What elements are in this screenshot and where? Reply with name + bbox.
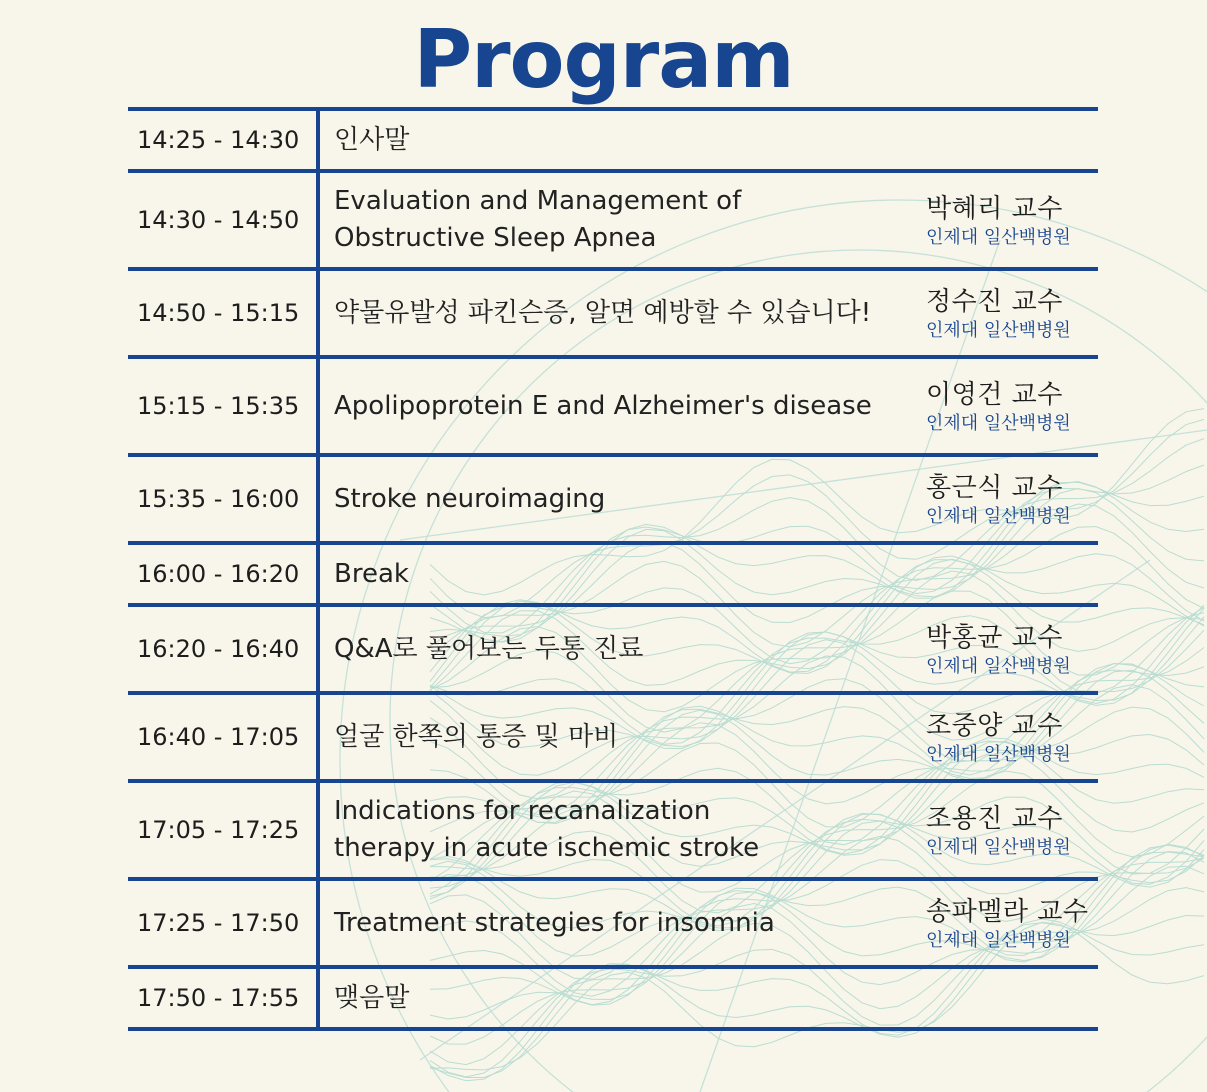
schedule-row <box>128 359 1098 457</box>
session-topic: Apolipoprotein E and Alzheimer's disease <box>334 390 872 421</box>
session-topic: Stroke neuroimaging <box>334 483 606 514</box>
session-time: 16:20 - 16:40 <box>137 635 300 663</box>
program-schedule <box>128 107 1098 1031</box>
speaker-name: 조중양 교수 <box>926 711 1063 741</box>
speaker-block <box>926 707 1098 767</box>
schedule-row <box>128 271 1098 359</box>
schedule-row <box>128 173 1098 271</box>
session-time: 15:15 - 15:35 <box>137 392 300 420</box>
speaker-block <box>926 283 1098 343</box>
speaker-affiliation: 인제대 일산백병원 <box>926 227 1071 248</box>
schedule-row <box>128 545 1098 607</box>
speaker-affiliation: 인제대 일산백병원 <box>926 930 1071 951</box>
session-topic: Treatment strategies for insomnia <box>334 907 775 938</box>
schedule-row <box>128 783 1098 881</box>
speaker-name: 박혜리 교수 <box>926 194 1063 224</box>
speaker-affiliation: 인제대 일산백병원 <box>926 744 1071 765</box>
session-time: 17:25 - 17:50 <box>137 909 300 937</box>
speaker-affiliation: 인제대 일산백병원 <box>926 837 1071 858</box>
speaker-affiliation: 인제대 일산백병원 <box>926 506 1071 527</box>
session-time: 14:25 - 14:30 <box>137 126 300 154</box>
speaker-name: 홍근식 교수 <box>926 473 1063 503</box>
session-topic: 얼굴 한쪽의 통증 및 마비 <box>334 721 619 752</box>
speaker-block <box>926 190 1098 250</box>
session-time: 16:00 - 16:20 <box>137 560 300 588</box>
schedule-row <box>128 695 1098 783</box>
speaker-block <box>926 469 1098 529</box>
speaker-name: 정수진 교수 <box>926 287 1063 317</box>
session-topic: 인사말 <box>334 124 410 155</box>
session-time: 14:30 - 14:50 <box>137 206 300 234</box>
speaker-block <box>926 376 1098 436</box>
speaker-name: 이영건 교수 <box>926 380 1063 410</box>
speaker-name: 송파멜라 교수 <box>926 897 1089 927</box>
session-time: 15:35 - 16:00 <box>137 485 300 513</box>
schedule-row <box>128 457 1098 545</box>
session-topic: Indications for recanalization therapy in acute ischemic stroke <box>334 796 760 863</box>
speaker-block <box>926 800 1098 860</box>
speaker-affiliation: 인제대 일산백병원 <box>926 656 1071 677</box>
speaker-block <box>926 619 1098 679</box>
schedule-row <box>128 881 1098 969</box>
speaker-name: 조용진 교수 <box>926 804 1063 834</box>
session-time: 17:50 - 17:55 <box>137 984 300 1012</box>
session-time: 16:40 - 17:05 <box>137 723 300 751</box>
speaker-affiliation: 인제대 일산백병원 <box>926 320 1071 341</box>
schedule-row <box>128 969 1098 1031</box>
schedule-row <box>128 111 1098 173</box>
speaker-name: 박홍균 교수 <box>926 623 1063 653</box>
session-time: 17:05 - 17:25 <box>137 816 300 844</box>
session-topic: Evaluation and Management of Obstructive Sleep Apnea <box>334 186 742 253</box>
session-topic: Q&A로 풀어보는 두통 진료 <box>334 633 644 664</box>
session-topic: Break <box>334 558 409 589</box>
page-title: Program <box>413 13 794 106</box>
session-time: 14:50 - 15:15 <box>137 299 300 327</box>
session-topic: 맺음말 <box>334 982 410 1013</box>
speaker-block <box>926 893 1098 953</box>
schedule-row <box>128 607 1098 695</box>
session-topic: 약물유발성 파킨슨증, 알면 예방할 수 있습니다! <box>334 297 872 328</box>
speaker-affiliation: 인제대 일산백병원 <box>926 413 1071 434</box>
